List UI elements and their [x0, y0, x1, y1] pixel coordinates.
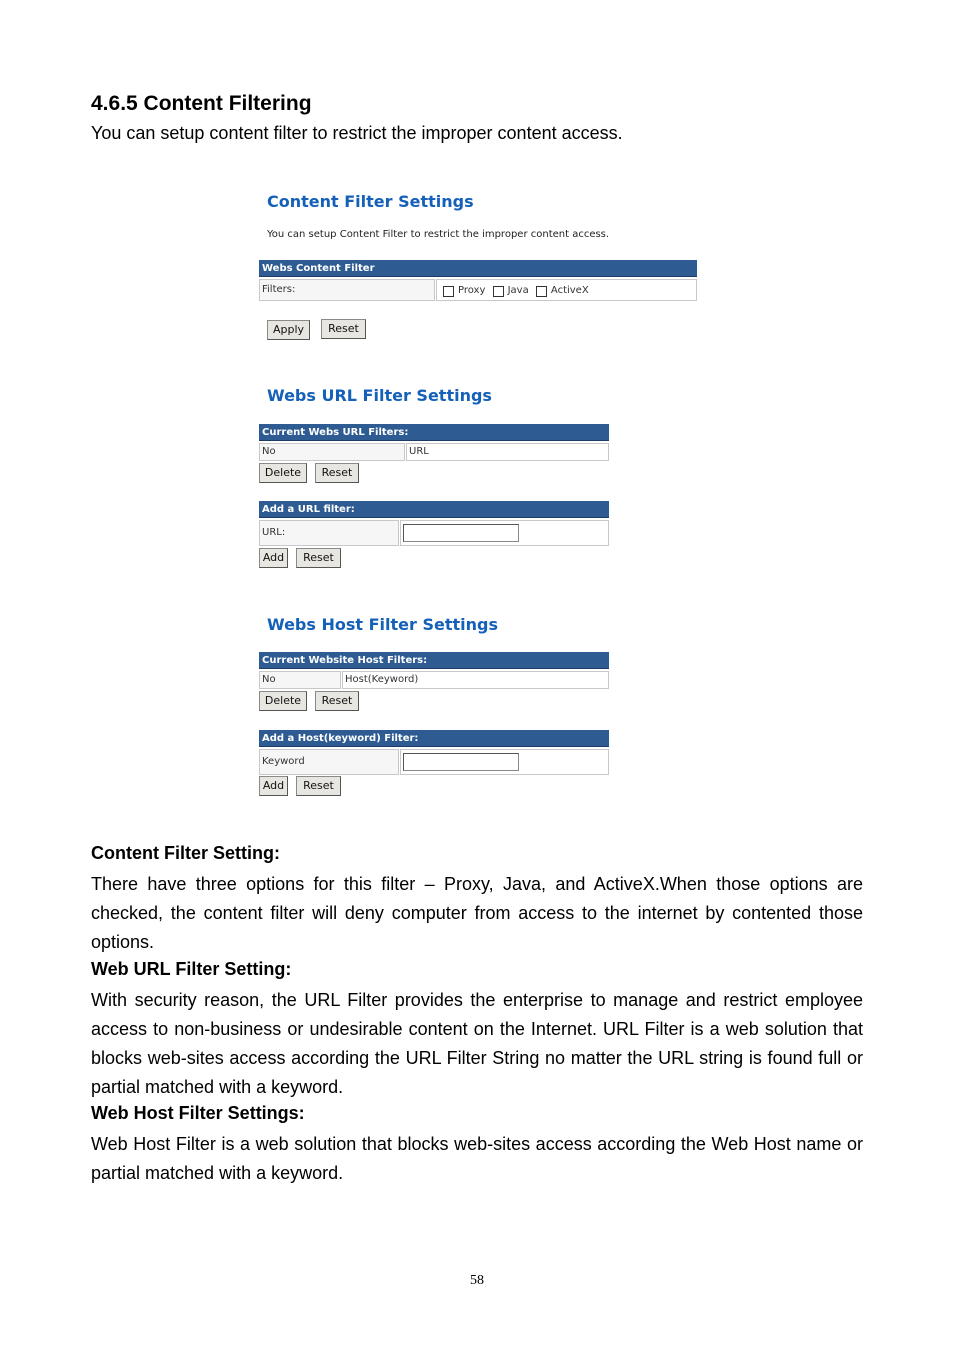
add-url-filter-header: Add a URL filter: — [259, 501, 609, 518]
add-host-filter-header: Add a Host(keyword) Filter: — [259, 730, 609, 747]
current-url-filters-header: Current Webs URL Filters: — [259, 424, 609, 441]
url-field-label: URL: — [259, 520, 399, 546]
content-filter-setting-text: There have three options for this filter – Proxy, Java, and ActiveX.When those options are checked, the content filter will deny computer from access to the internet by contented those options. — [91, 874, 863, 952]
activex-checkbox-label: ActiveX — [550, 285, 589, 296]
host-col-keyword: Host(Keyword) — [342, 671, 609, 689]
content-filter-setting-heading: Content Filter Setting: — [91, 843, 280, 863]
proxy-checkbox-label: Proxy — [458, 285, 486, 296]
filters-row-label: Filters: — [259, 279, 435, 301]
section-heading: 4.6.5 Content Filtering — [91, 92, 312, 115]
host-filter-setting-heading: Web Host Filter Settings: — [91, 1103, 305, 1123]
host-filter-setting-text: Web Host Filter is a web solution that blocks web-sites access according the Web Host name or partial matched with a keyword. — [91, 1134, 863, 1183]
host-add-reset-button[interactable]: Reset — [296, 776, 341, 796]
url-delete-button[interactable]: Delete — [259, 463, 307, 483]
keyword-input[interactable] — [403, 753, 519, 771]
filters-options-cell — [436, 279, 697, 301]
keyword-field-label: Keyword — [259, 749, 399, 775]
content-filter-table-header: Webs Content Filter — [259, 260, 697, 277]
host-col-no: No — [259, 671, 341, 689]
host-filter-title: Webs Host Filter Settings — [267, 615, 498, 634]
current-host-filters-header: Current Website Host Filters: — [259, 652, 609, 669]
url-filter-title: Webs URL Filter Settings — [267, 386, 492, 405]
url-reset-button[interactable]: Reset — [315, 463, 359, 483]
page-number: 58 — [470, 1273, 484, 1288]
section-intro: You can setup content filter to restrict the improper content access. — [91, 123, 623, 143]
url-col-no: No — [259, 443, 405, 461]
content-filter-reset-button[interactable]: Reset — [321, 319, 366, 339]
url-add-button[interactable]: Add — [259, 548, 288, 568]
url-filter-setting-heading: Web URL Filter Setting: — [91, 959, 292, 979]
host-delete-button[interactable]: Delete — [259, 691, 307, 711]
activex-checkbox[interactable] — [536, 286, 547, 297]
java-checkbox-label: Java — [507, 285, 529, 296]
url-field-cell — [400, 520, 609, 546]
host-reset-button[interactable]: Reset — [315, 691, 359, 711]
url-col-url: URL — [406, 443, 609, 461]
url-input[interactable] — [403, 524, 519, 542]
java-checkbox[interactable] — [493, 286, 504, 297]
url-add-reset-button[interactable]: Reset — [296, 548, 341, 568]
url-filter-setting-text: With security reason, the URL Filter provides the enterprise to manage and restrict employee access to non-business or undesirable content on the Internet. URL Filter is a web solution that blocks web-sites access according the URL Filter String no matter the URL string is found full or partial matched with a keyword. — [91, 990, 863, 1097]
keyword-field-cell — [400, 749, 609, 775]
apply-button[interactable]: Apply — [267, 320, 310, 340]
content-filter-title: Content Filter Settings — [267, 192, 474, 211]
host-add-button[interactable]: Add — [259, 776, 288, 796]
content-filter-description: You can setup Content Filter to restrict the improper content access. — [267, 229, 610, 240]
proxy-checkbox[interactable] — [443, 286, 454, 297]
